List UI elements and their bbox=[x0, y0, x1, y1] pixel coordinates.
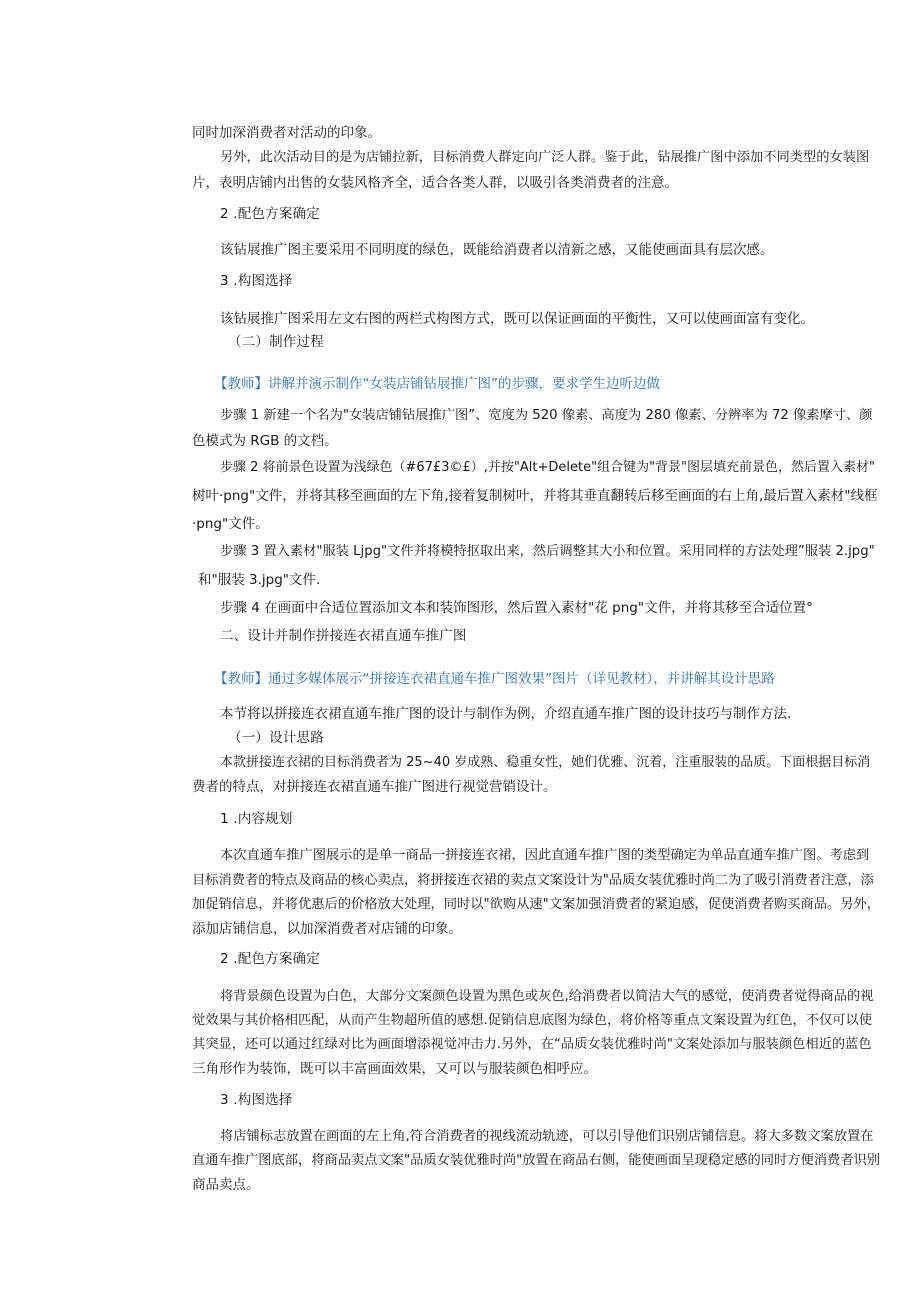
teacher-note: 【教师】讲解并演示制作“女装店铺钻展推广图”的步骤，要求学生边听边做 bbox=[214, 376, 660, 392]
paragraph-line: 步骤 2 将前景色设置为浅绿色（#67£3©£）,并按"Alt+Delete"组合键为"背景"图层填充前景色，然后置入素材" bbox=[220, 460, 876, 475]
section-heading: （二）制作过程 bbox=[228, 334, 324, 350]
paragraph-line: 添加店铺信息，以加深消费者对店铺的印象。 bbox=[192, 921, 462, 937]
paragraph-line: 同时加深消费者对活动的印象。 bbox=[192, 125, 381, 141]
paragraph-line: 将背景颜色设置为白色，大部分文案颜色设置为黑色或灰色,给消费者以简洁大气的感觉，使消费者觉得商品的视 bbox=[220, 989, 874, 1004]
paragraph-line: 另外，此次活动目的是为店铺拉新，目标消费人群定向广泛人群。鉴于此，钻展推广图中添加不同类型的女装图 bbox=[220, 150, 870, 165]
paragraph-line: 本节将以拼接连衣裙直通车推广图的设计与制作为例，介绍直通车推广图的设计技巧与制作方法. bbox=[220, 706, 792, 722]
paragraph-line: 将店铺标志放置在画面的左上角,符合消费者的视线流动轨迹，可以引导他们识别店铺信息。将大多数文案放置在 bbox=[220, 1129, 874, 1144]
paragraph-line: ·png"文件。 bbox=[192, 516, 269, 532]
paragraph-line: 色模式为 RGB 的文档。 bbox=[192, 433, 338, 449]
paragraph-line: 费者的特点，对拼接连衣裙直通车推广图进行视觉营销设计。 bbox=[192, 779, 557, 795]
paragraph-line: 树叶·png"文件，并将其移至画面的左下角,接着复制树叶，并将其垂直翻转后移至画面的右上角,最后置入素材"线框 bbox=[192, 488, 878, 504]
subsection-heading: 1 .内容规划 bbox=[220, 811, 293, 827]
paragraph-line: 本次直通车推广图展示的是单一商品一拼接连衣裙，因此直通车推广图的类型确定为单品直通车推广图。考虑到 bbox=[220, 848, 870, 863]
paragraph-line: 其突显，还可以通过红绿对比为画面增添视觉冲击力.另外，在“品质女装优雅时尚"文案处添加与服装颜色相近的蓝色 bbox=[192, 1037, 872, 1052]
paragraph-line: 目标消费者的特点及商品的核心卖点，将拼接连衣裙的卖点文案设计为"品质女装优雅时尚二为了吸引消费者注意，添 bbox=[192, 873, 874, 888]
subsection-heading: 3 .构图选择 bbox=[220, 273, 293, 289]
paragraph-line: 该钻展推广图主要采用不同明度的绿色，既能给消费者以清新之感，又能使画面具有层次感。 bbox=[220, 242, 774, 258]
paragraph-line: 步骤 3 置入素材"服装 Ljpg"文件并将模特抠取出来，然后调整其大小和位置。采用同样的方法处理”服装 2.jpg" bbox=[220, 544, 875, 559]
paragraph-line: 加促销信息，并将优惠后的价格放大处理，同时以"欲购从速"文案加强消费者的紧迫感，促使消费者购买商品。另外， bbox=[192, 897, 880, 912]
section-heading: 二、设计并制作拼接连衣裙直通车推广图 bbox=[220, 628, 467, 644]
section-heading: （一）设计思路 bbox=[228, 730, 324, 746]
paragraph-line: 步骤 1 新建一个名为"女装店铺钻展推广图”、宽度为 520 像素、高度为 280 像素、分辨率为 72 像素摩寸、颜 bbox=[220, 408, 873, 423]
paragraph-line: 商品卖点。 bbox=[192, 1177, 260, 1193]
subsection-heading: 2 .配色方案确定 bbox=[220, 206, 320, 222]
subsection-heading: 3 .构图选择 bbox=[220, 1092, 293, 1108]
paragraph-line: 直通车推广图底部，将商品卖点文案"品质女装优雅时尚"放置在商品右侧，能使画面呈现稳定感的同时方便消费者识别 bbox=[192, 1153, 880, 1168]
paragraph-line: 片，表明店铺内出售的女装风格齐全，适合各类人群，以吸引各类消费者的注意。 bbox=[192, 175, 678, 191]
paragraph-line: 三角形作为装饰，既可以丰富画面效果，又可以与服装颜色相呼应。 bbox=[192, 1061, 597, 1077]
paragraph-line: 本款拼接连衣裙的目标消费者为 25~40 岁成熟、稳重女性，她们优雅、沉着，注重服装的品质。下面根据目标消 bbox=[220, 755, 871, 770]
paragraph-line: 觉效果与其价格相匹配，从而产生物超所值的感想.促销信息底图为绿色，将价格等重点文案设置为红色，不仅可以使 bbox=[192, 1013, 872, 1028]
subsection-heading: 2 .配色方案确定 bbox=[220, 951, 320, 967]
paragraph-line: 该钻展推广图采用左文右图的两栏式构图方式，既可以保证画面的平衡性，又可以使画面富有变化。 bbox=[220, 311, 814, 327]
teacher-note: 【教师】通过多媒体展示“拼接连衣裙直通车推广图效果”图片（详见教材），并讲解其设计思路 bbox=[214, 671, 775, 687]
paragraph-line: 步骤 4 在画面中合适位置添加文本和装饰图形，然后置入素材"花 png"文件，并将其移至合适位置° bbox=[220, 600, 813, 616]
paragraph-line: 和"服装 3.jpg"文件. bbox=[198, 572, 321, 588]
